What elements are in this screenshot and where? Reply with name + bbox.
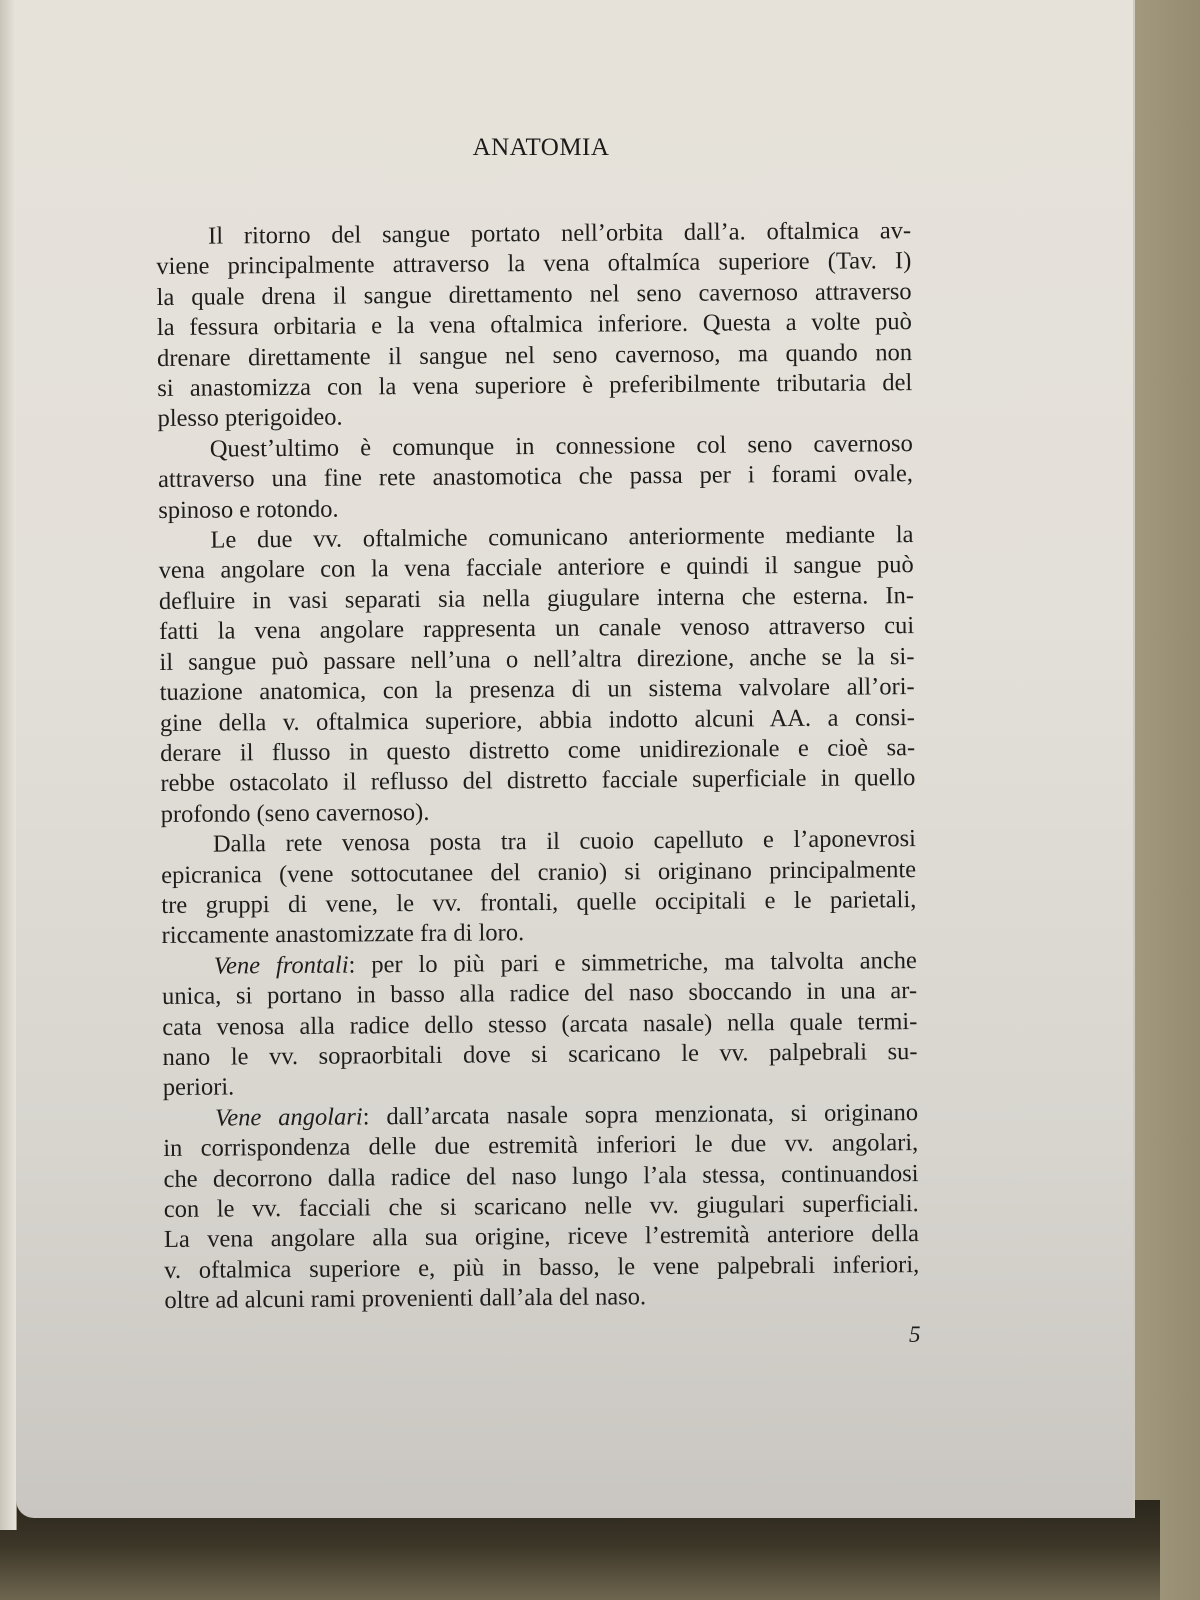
- text-line: cata venosa alla radice dello stesso (arcata nasale) nella quale termi-: [162, 1007, 918, 1041]
- background-surface: [1130, 0, 1200, 1600]
- paragraph-3: [158, 520, 915, 830]
- text-line: attraverso una fine rete anastomotica che passa per i forami ovale,: [157, 460, 914, 494]
- text-line: drenare direttamente il sangue nel seno cavernoso, ma quando non: [156, 338, 913, 372]
- text-line: la quale drena il sangue direttamento nel seno cavernoso attraverso: [156, 277, 912, 311]
- text-line: defluire in vasi separati sia nella giugulare interna che esterna. In-: [158, 581, 915, 615]
- text-line: periori.: [162, 1073, 235, 1102]
- text-line: spinoso e rotondo.: [158, 495, 339, 524]
- text-line: nano le vv. sopraorbitali dove si scaricano le vv. palpebrali su-: [162, 1038, 918, 1071]
- text-line: Dalla rete venosa posta tra il cuoio capelluto e l’aponevrosi: [212, 825, 916, 858]
- text-line: la fessura orbitaria e la vena oftalmica inferiore. Questa a volte può: [156, 308, 912, 342]
- text-line: plesso pterigoideo.: [157, 403, 343, 433]
- paragraph-vene-angolari: [163, 1098, 920, 1317]
- paragraph-4: [161, 824, 917, 952]
- italic-term: Vene angolari: [214, 1103, 363, 1132]
- text-line: tuazione anatomica, con la presenza di un sistema valvolare all’ori-: [159, 673, 915, 707]
- text-line: fatti la vena angolare rappresenta un canale venoso attraverso cui: [159, 612, 915, 646]
- text-line: Il ritorno del sangue portato nell’orbita dall’a. oftalmica av-: [208, 217, 912, 250]
- text-line: vena angolare con la vena facciale anteriore e quindi il sangue può: [158, 551, 914, 585]
- text-line: il sangue può passare nell’una o nell’altra direzione, anche se la si-: [159, 642, 915, 676]
- text-line: oltre ad alcuni rami provenienti dall’ala del naso.: [164, 1283, 647, 1315]
- text-line: riccamente anastomizzate fra di loro.: [161, 919, 525, 950]
- text-line: Quest’ultimo è comunque in connessione col seno cavernoso: [209, 429, 913, 463]
- paragraph-2: [158, 429, 914, 526]
- text-line: viene principalmente attraverso la vena oftalmíca superiore (Tav. I): [156, 247, 912, 281]
- text-line: v. oftalmica superiore e, più in basso, le vene palpebrali inferiori,: [164, 1250, 920, 1284]
- text-line: che decorrono dalla radice del naso lungo l’ala stessa, continuandosi: [163, 1159, 919, 1193]
- text-line: tre gruppi di vene, le vv. frontali, quelle occipitali e le parietali,: [161, 885, 917, 919]
- paragraph-1: [156, 216, 913, 435]
- book-page: [16, 0, 1135, 1518]
- text-line: unica, si portano in basso alla radice del naso sboccando in una ar-: [161, 977, 918, 1011]
- text-fragment: : per lo più pari e simmetriche, ma talvolta anche: [348, 946, 917, 979]
- text-line: rebbe ostacolato il reflusso del distretto facciale superficiale in quello: [160, 764, 916, 798]
- italic-term: Vene frontali: [213, 951, 349, 980]
- text-line: si anastomizza con la vena superiore è preferibilmente tributaria del: [157, 369, 913, 403]
- paragraph-vene-frontali: [162, 946, 918, 1104]
- chapter-heading: ANATOMIA: [472, 134, 610, 161]
- text-fragment: : dall’arcata nasale sopra menzionata, si originano: [362, 1098, 919, 1131]
- facing-page-edge: [0, 0, 17, 1530]
- text-line: derare il flusso in questo distretto come unidirezionale e cioè sa-: [160, 733, 916, 767]
- text-line: La vena angolare alla sua origine, riceve l’estremità anteriore della: [163, 1220, 920, 1254]
- text-line: in corrispondenza delle due estremità inferiori le due vv. angolari,: [163, 1129, 919, 1163]
- text-line: profondo (seno cavernoso).: [160, 798, 430, 828]
- body-text: [156, 216, 920, 1317]
- text-line: gine della v. oftalmica superiore, abbia indotto alcuni AA. a consi-: [159, 703, 916, 737]
- text-line: epicranica (vene sottocutanee del cranio) si originano principalmente: [161, 855, 917, 889]
- text-line: con le vv. facciali che si scaricano nelle vv. giugulari superficiali.: [163, 1190, 919, 1223]
- page-number: 5: [909, 1322, 921, 1347]
- text-line: Le due vv. oftalmiche comunicano anteriormente mediante la: [210, 521, 914, 554]
